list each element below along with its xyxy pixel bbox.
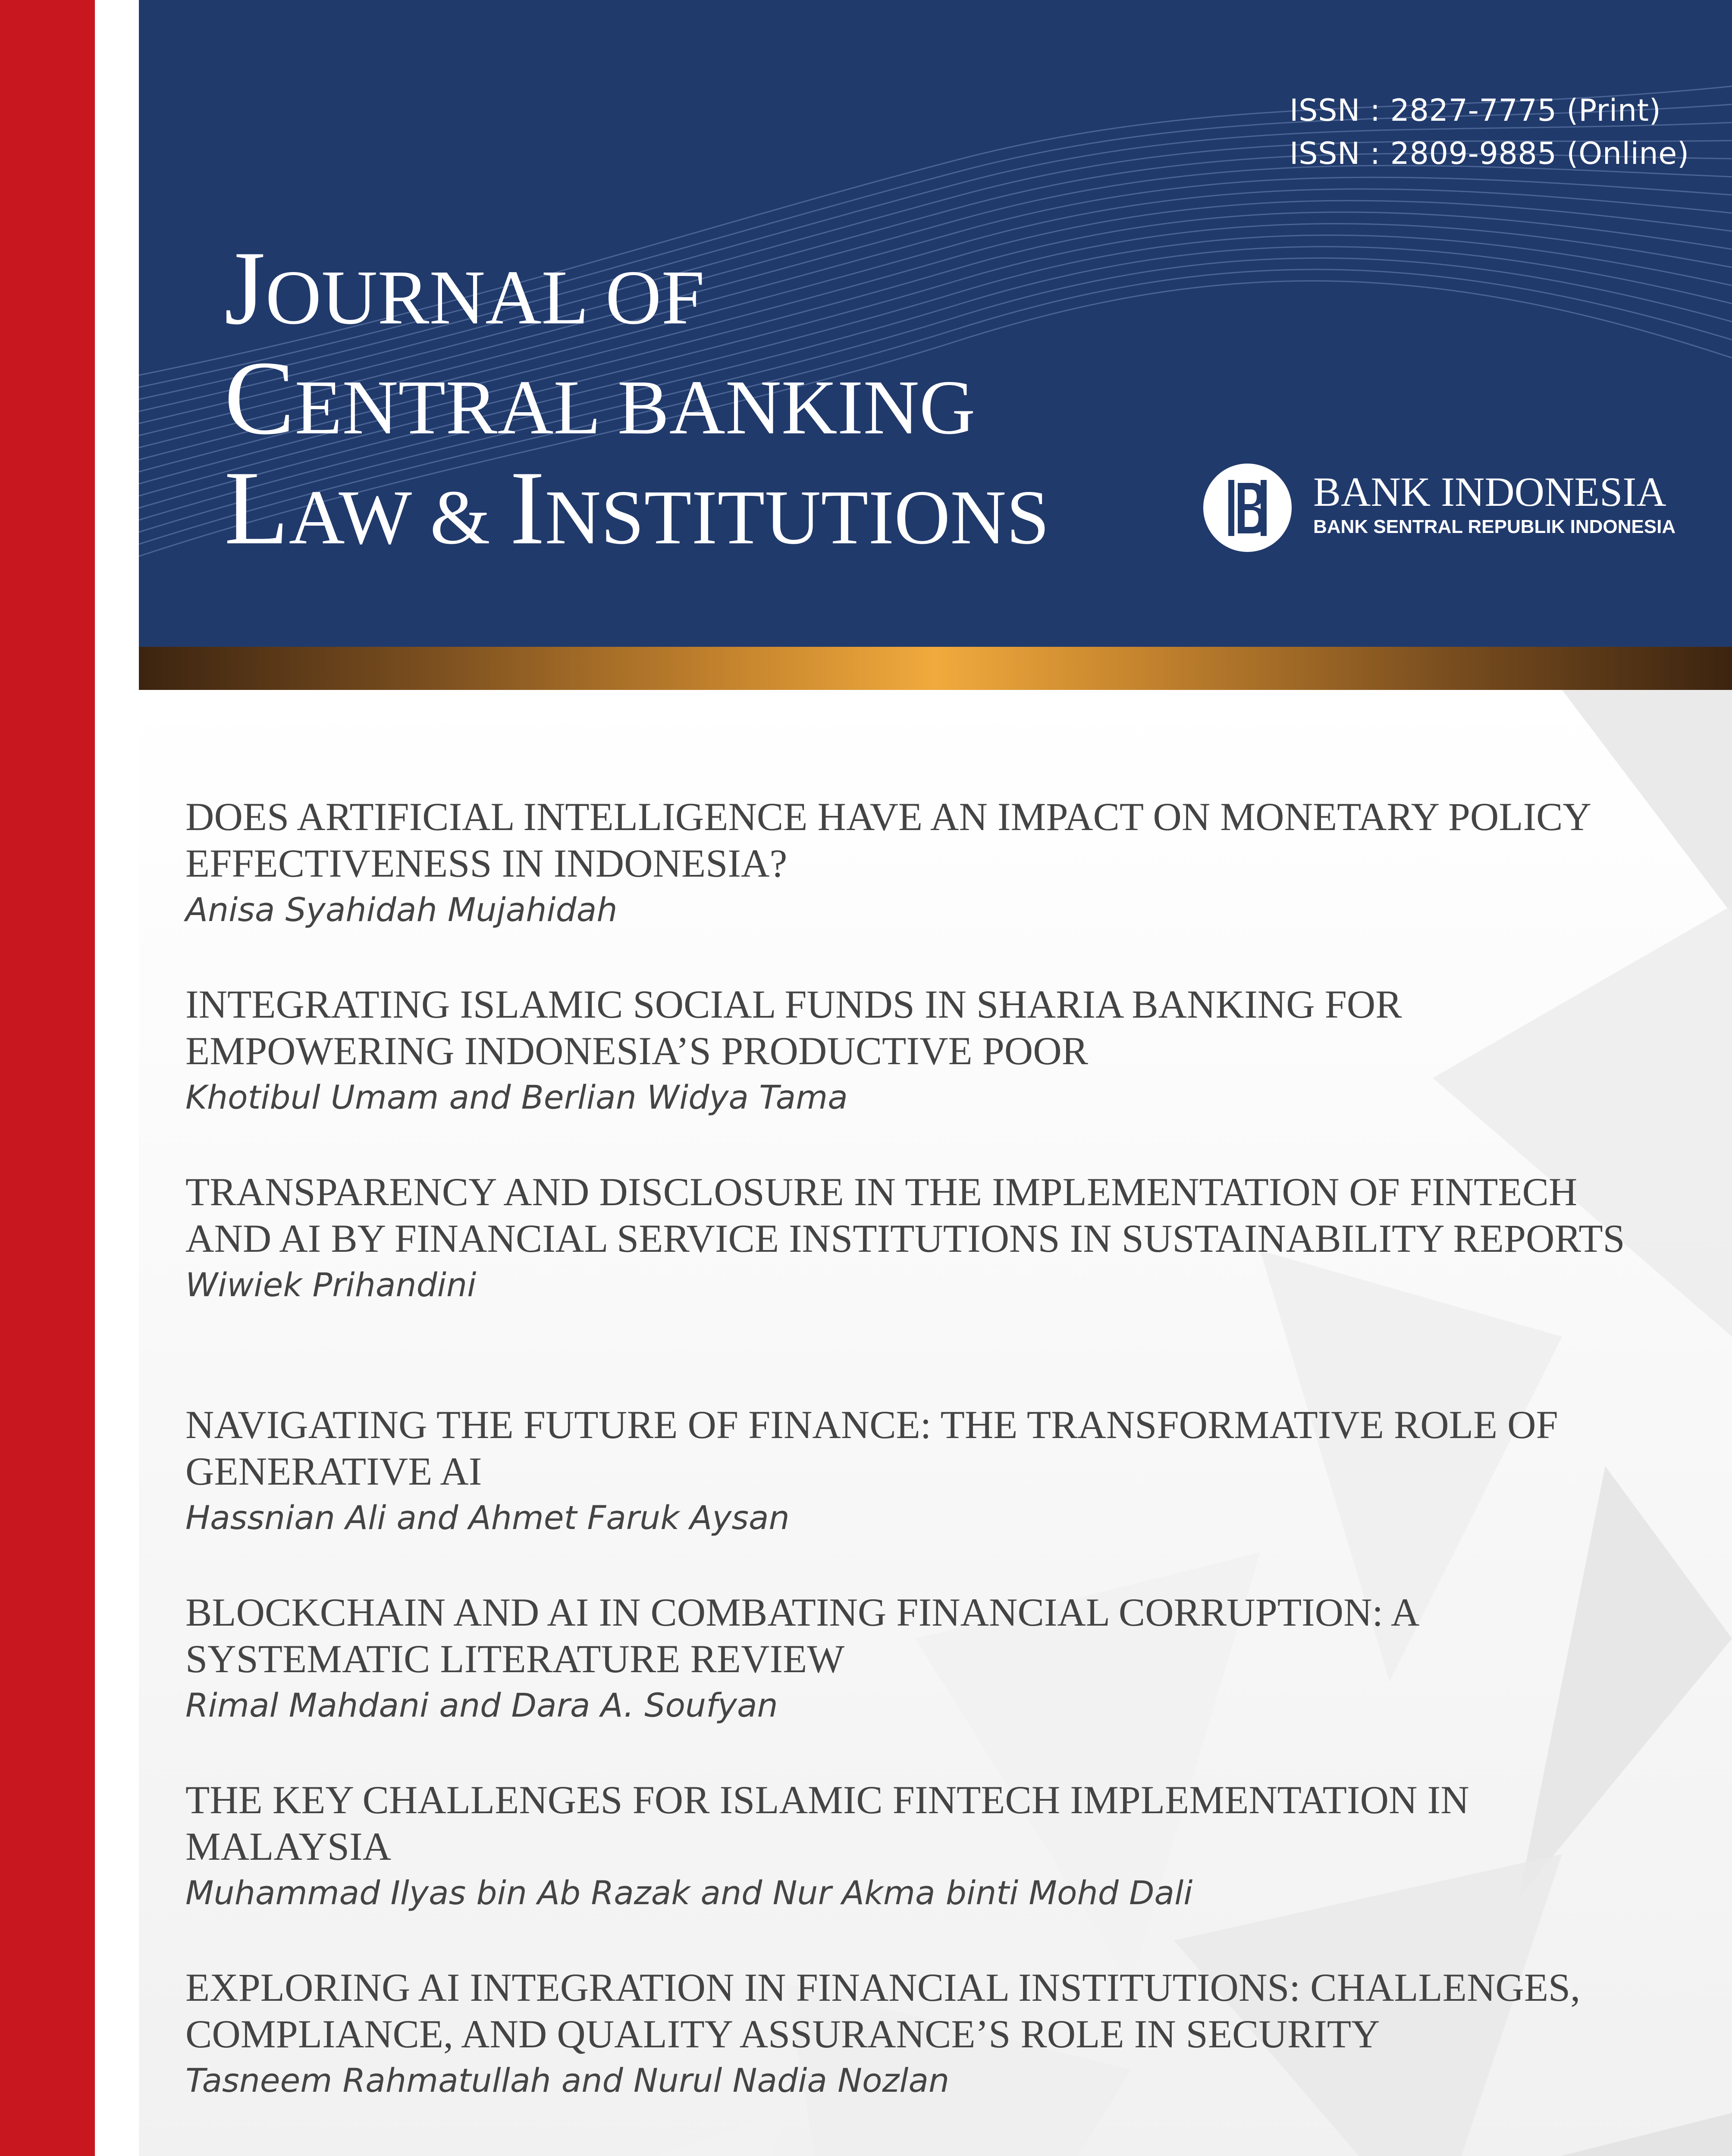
white-side-gap xyxy=(95,0,139,2156)
title-rest-1: OURNAL OF xyxy=(265,254,705,340)
article-title: EXPLORING AI INTEGRATION IN FINANCIAL INSTITUTIONS: CHALLENGES, COMPLIANCE, AND QUALITY ASSURANCE’S ROLE IN SECURITY xyxy=(185,1965,1581,2056)
article-entry xyxy=(185,981,1630,1121)
article-authors: Tasneem Rahmatullah and Nurul Nadia Nozlan xyxy=(185,2061,950,2100)
title-initial-c: C xyxy=(224,339,295,456)
bank-indonesia-logo-icon xyxy=(1203,464,1292,552)
article-authors: Khotibul Umam and Berlian Widya Tama xyxy=(185,1078,848,1116)
article-entry xyxy=(185,1964,1630,2104)
journal-title-line-2 xyxy=(224,339,976,456)
article-authors: Muhammad Ilyas bin Ab Razak and Nur Akma binti Mohd Dali xyxy=(185,1874,1193,1912)
red-side-stripe xyxy=(0,0,95,2156)
journal-title-line-1 xyxy=(224,229,705,346)
gold-divider-bar xyxy=(139,647,1732,690)
publisher-subtitle: BANK SENTRAL REPUBLIK INDONESIA xyxy=(1313,516,1676,537)
title-initial-i: I xyxy=(509,449,545,566)
title-rest-2: ENTRAL BANKING xyxy=(295,364,976,450)
article-title: THE KEY CHALLENGES FOR ISLAMIC FINTECH IMPLEMENTATION IN MALAYSIA xyxy=(185,1778,1469,1868)
article-title: INTEGRATING ISLAMIC SOCIAL FUNDS IN SHARIA BANKING FOR EMPOWERING INDONESIA’S PRODUCTIVE POOR xyxy=(185,982,1402,1073)
article-entry xyxy=(185,1169,1630,1308)
title-initial-l: L xyxy=(224,449,289,566)
issn-print: ISSN : 2827-7775 (Print) xyxy=(1290,93,1661,128)
title-mid-3: AW & xyxy=(289,474,510,560)
title-rest-3: NSTITUTIONS xyxy=(545,474,1050,560)
article-title: TRANSPARENCY AND DISCLOSURE IN THE IMPLEMENTATION OF FINTECH AND AI BY FINANCIAL SERVICE INSTITUTIONS IN SUSTAINABILITY REPORTS xyxy=(185,1170,1625,1260)
article-title: BLOCKCHAIN AND AI IN COMBATING FINANCIAL CORRUPTION: A SYSTEMATIC LITERATURE REVIEW xyxy=(185,1590,1418,1681)
article-authors: Rimal Mahdani and Dara A. Soufyan xyxy=(185,1686,778,1724)
background-triangle xyxy=(398,2113,786,2156)
article-title: DOES ARTIFICIAL INTELLIGENCE HAVE AN IMPACT ON MONETARY POLICY EFFECTIVENESS IN INDONESIA? xyxy=(185,795,1590,885)
journal-title-line-3 xyxy=(224,449,1050,566)
article-title: NAVIGATING THE FUTURE OF FINANCE: THE TRANSFORMATIVE ROLE OF GENERATIVE AI xyxy=(185,1403,1558,1493)
article-entry xyxy=(185,1401,1630,1541)
article-entry xyxy=(185,1777,1630,1916)
title-initial-j: J xyxy=(224,229,266,346)
article-entry xyxy=(185,1589,1630,1729)
article-authors: Anisa Syahidah Mujahidah xyxy=(185,890,618,929)
article-authors: Hassnian Ali and Ahmet Faruk Aysan xyxy=(185,1498,790,1537)
article-entry xyxy=(185,793,1630,933)
publisher-name: BANK INDONESIA xyxy=(1313,469,1666,515)
article-authors: Wiwiek Prihandini xyxy=(185,1266,477,1304)
issn-online: ISSN : 2809-9885 (Online) xyxy=(1290,136,1689,171)
